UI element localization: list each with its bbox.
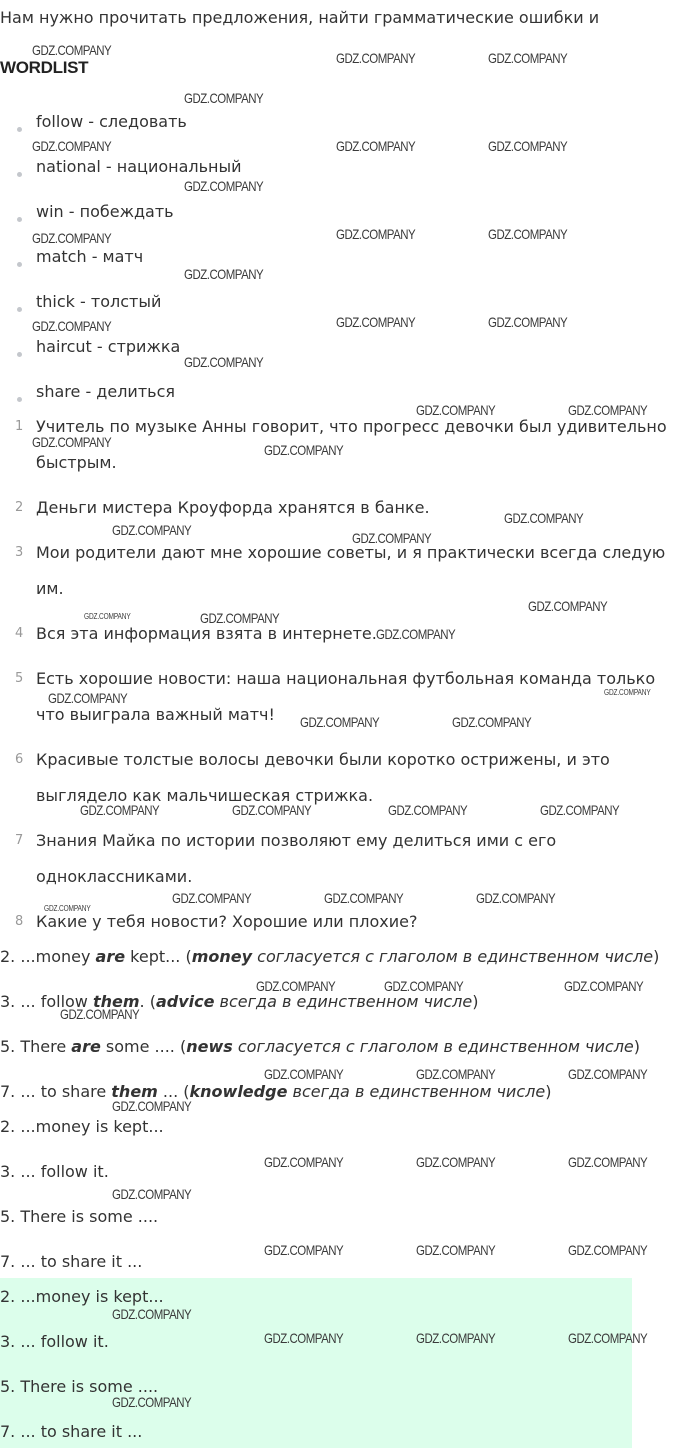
bullet-icon (17, 307, 22, 312)
watermark: GDZ.COMPANY (336, 226, 416, 242)
watermark: GDZ.COMPANY (32, 434, 112, 450)
sentence-line: Вся эта информация взята в интернете. (36, 624, 377, 643)
sentence-number: 3 (15, 545, 24, 560)
wordlist-item: thick - толстый (36, 292, 162, 311)
watermark: GDZ.COMPANY (416, 1066, 496, 1082)
final-answer-line: 3. ... follow it. (0, 1332, 109, 1351)
watermark: GDZ.COMPANY (200, 610, 280, 626)
sentence-number: 6 (15, 752, 24, 767)
intro-text: Нам нужно прочитать предложения, найти грамматические ошибки и (0, 8, 600, 27)
watermark: GDZ.COMPANY (452, 714, 532, 730)
sentence-number: 7 (15, 833, 24, 848)
sentence-line: Мои родители дают мне хорошие советы, и я практически всегда следую (36, 543, 666, 562)
watermark: GDZ.COMPANY (112, 1394, 192, 1410)
watermark: GDZ.COMPANY (324, 890, 404, 906)
watermark: GDZ.COMPANY (264, 1330, 344, 1346)
watermark: GDZ.COMPANY (232, 802, 312, 818)
sentence-line: выглядело как мальчишеская стрижка. (36, 786, 374, 805)
wordlist-item: haircut - стрижка (36, 337, 181, 356)
watermark: GDZ.COMPANY (256, 978, 336, 994)
watermark: GDZ.COMPANY (416, 1330, 496, 1346)
wordlist-item: win - побеждать (36, 202, 174, 221)
watermark: GDZ.COMPANY (376, 626, 456, 642)
watermark: GDZ.COMPANY (32, 138, 112, 154)
wordlist-item: follow - следовать (36, 112, 187, 131)
watermark: GDZ.COMPANY (264, 1154, 344, 1170)
answer-line: 5. There is some .... (0, 1207, 159, 1226)
sentence-line: Красивые толстые волосы девочки были коротко острижены, и это (36, 750, 610, 769)
watermark: GDZ.COMPANY (564, 978, 644, 994)
final-answer-line: 7. ... to share it ... (0, 1422, 143, 1441)
watermark: GDZ.COMPANY (172, 890, 252, 906)
watermark: GDZ.COMPANY (604, 688, 651, 697)
watermark: GDZ.COMPANY (568, 1066, 648, 1082)
answer-line: 2. ...money is kept... (0, 1117, 164, 1136)
watermark: GDZ.COMPANY (488, 50, 568, 66)
sentence-number: 1 (15, 419, 24, 434)
watermark: GDZ.COMPANY (32, 42, 112, 58)
watermark: GDZ.COMPANY (352, 530, 432, 546)
correction-line: 3. ... follow them. (advice всегда в единственном числе) (0, 992, 479, 1011)
watermark: GDZ.COMPANY (528, 598, 608, 614)
correction-line: 2. ...money are kept... (money согласуется с глаголом в единственном числе) (0, 947, 660, 966)
watermark: GDZ.COMPANY (32, 318, 112, 334)
watermark: GDZ.COMPANY (80, 802, 160, 818)
final-answer-line: 5. There is some .... (0, 1377, 159, 1396)
sentence-line: одноклассниками. (36, 867, 193, 886)
watermark: GDZ.COMPANY (416, 1242, 496, 1258)
bullet-icon (17, 217, 22, 222)
sentence-number: 2 (15, 500, 24, 515)
sentence-line: Есть хорошие новости: наша национальная футбольная команда только (36, 669, 656, 688)
sentence-line: Какие у тебя новости? Хорошие или плохие? (36, 912, 418, 931)
watermark: GDZ.COMPANY (488, 314, 568, 330)
watermark: GDZ.COMPANY (184, 266, 264, 282)
watermark: GDZ.COMPANY (416, 402, 496, 418)
wordlist-item: share - делиться (36, 382, 175, 401)
watermark: GDZ.COMPANY (264, 1242, 344, 1258)
watermark: GDZ.COMPANY (112, 1098, 192, 1114)
bullet-icon (17, 262, 22, 267)
watermark: GDZ.COMPANY (540, 802, 620, 818)
bullet-icon (17, 397, 22, 402)
sentence-line: что выиграла важный матч! (36, 705, 275, 724)
watermark: GDZ.COMPANY (388, 802, 468, 818)
watermark: GDZ.COMPANY (264, 442, 344, 458)
watermark: GDZ.COMPANY (488, 138, 568, 154)
watermark: GDZ.COMPANY (336, 138, 416, 154)
sentence-line: Учитель по музыке Анны говорит, что прогресс девочки был удивительно (36, 417, 667, 436)
watermark: GDZ.COMPANY (336, 314, 416, 330)
answer-line: 3. ... follow it. (0, 1162, 109, 1181)
watermark: GDZ.COMPANY (84, 612, 131, 621)
correction-line: 5. There are some .... (news согласуется с глаголом в единственном числе) (0, 1037, 641, 1056)
watermark: GDZ.COMPANY (112, 522, 192, 538)
sentence-line: Знания Майка по истории позволяют ему делиться ими с его (36, 831, 557, 850)
sentence-number: 4 (15, 626, 24, 641)
watermark: GDZ.COMPANY (264, 1066, 344, 1082)
watermark: GDZ.COMPANY (568, 1242, 648, 1258)
watermark: GDZ.COMPANY (568, 1154, 648, 1170)
wordlist-heading: WORDLIST (0, 58, 89, 77)
watermark: GDZ.COMPANY (336, 50, 416, 66)
watermark: GDZ.COMPANY (32, 230, 112, 246)
watermark: GDZ.COMPANY (416, 1154, 496, 1170)
watermark: GDZ.COMPANY (384, 978, 464, 994)
correction-line: 7. ... to share them ... (knowledge всегда в единственном числе) (0, 1082, 552, 1101)
wordlist-item: national - национальный (36, 157, 242, 176)
bullet-icon (17, 172, 22, 177)
watermark: GDZ.COMPANY (568, 402, 648, 418)
watermark: GDZ.COMPANY (112, 1306, 192, 1322)
watermark: GDZ.COMPANY (504, 510, 584, 526)
watermark: GDZ.COMPANY (44, 904, 91, 913)
watermark: GDZ.COMPANY (112, 1186, 192, 1202)
final-answer-line: 2. ...money is kept... (0, 1287, 164, 1306)
watermark: GDZ.COMPANY (184, 178, 264, 194)
wordlist-item: match - матч (36, 247, 144, 266)
watermark: GDZ.COMPANY (300, 714, 380, 730)
watermark: GDZ.COMPANY (568, 1330, 648, 1346)
watermark: GDZ.COMPANY (488, 226, 568, 242)
sentence-line: Деньги мистера Кроуфорда хранятся в банке. (36, 498, 430, 517)
sentence-line: им. (36, 579, 64, 598)
watermark: GDZ.COMPANY (184, 90, 264, 106)
sentence-number: 5 (15, 671, 24, 686)
watermark: GDZ.COMPANY (60, 1006, 140, 1022)
watermark: GDZ.COMPANY (184, 354, 264, 370)
sentence-line: быстрым. (36, 453, 117, 472)
answer-line: 7. ... to share it ... (0, 1252, 143, 1271)
sentence-number: 8 (15, 914, 24, 929)
bullet-icon (17, 127, 22, 132)
watermark: GDZ.COMPANY (48, 690, 128, 706)
watermark: GDZ.COMPANY (476, 890, 556, 906)
bullet-icon (17, 352, 22, 357)
